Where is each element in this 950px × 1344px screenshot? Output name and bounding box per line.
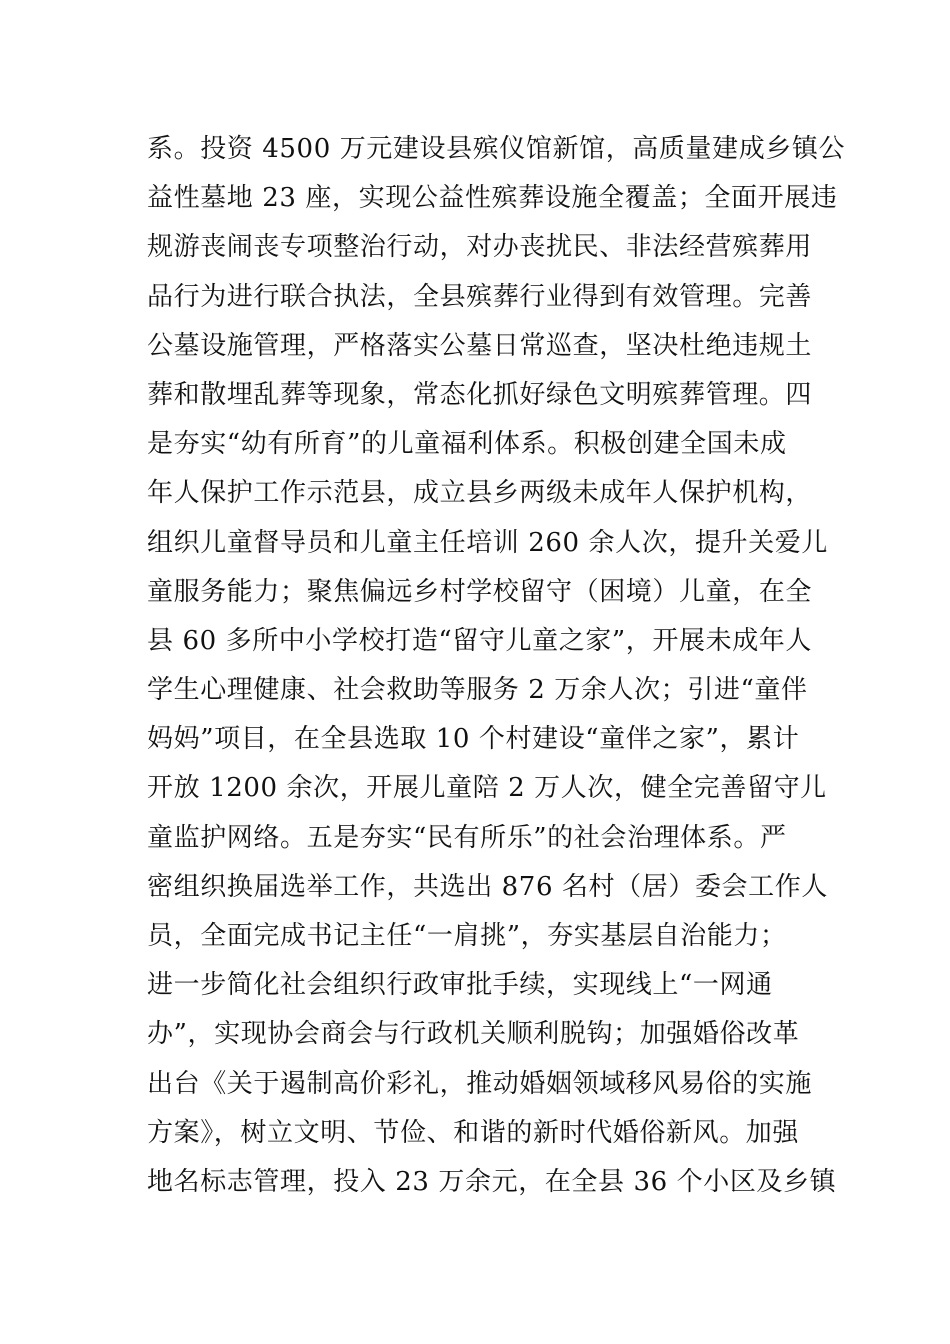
text-line: 开放 1200 余次，开展儿童陪 2 万人次，健全完善留守儿 bbox=[147, 773, 827, 804]
text-line: 县 60 多所中小学校打造“留守儿童之家”，开展未成年人 bbox=[147, 625, 812, 656]
text-line: 密组织换届选举工作，共选出 876 名村（居）委会工作人 bbox=[147, 871, 828, 902]
text-line: 组织儿童督导员和儿童主任培训 260 余人次，提升关爱儿 bbox=[147, 527, 828, 558]
text-line: 益性墓地 23 座，实现公益性殡葬设施全覆盖；全面开展违 bbox=[147, 183, 838, 214]
text-line: 规游丧闹丧专项整治行动，对办丧扰民、非法经营殡葬用 bbox=[147, 232, 813, 263]
text-line: 童监护网络。五是夯实“民有所乐”的社会治理体系。严 bbox=[147, 822, 787, 853]
text-line: 员，全面完成书记主任“一肩挑”，夯实基层自治能力； bbox=[147, 921, 787, 951]
text-line: 进一步简化社会组织行政审批手续，实现线上“一网通 bbox=[147, 970, 773, 1001]
text-line: 妈妈”项目，在全县选取 10 个村建设“童伴之家”，累计 bbox=[147, 724, 800, 755]
text-line: 办”，实现协会商会与行政机关顺利脱钩；加强婚俗改革 bbox=[147, 1019, 800, 1050]
text-line: 系。投资 4500 万元建设县殡仪馆新馆，高质量建成乡镇公 bbox=[147, 134, 846, 164]
text-line: 品行为进行联合执法，全县殡葬行业得到有效管理。完善 bbox=[147, 281, 813, 312]
text-line: 葬和散埋乱葬等现象，常态化抓好绿色文明殡葬管理。四 bbox=[147, 379, 813, 410]
text-line: 童服务能力；聚焦偏远乡村学校留守（困境）儿童，在全 bbox=[147, 576, 813, 607]
text-line: 出台《关于遏制高价彩礼，推动婚姻领域移风易俗的实施 bbox=[147, 1068, 813, 1099]
text-line: 年人保护工作示范县，成立县乡两级未成年人保护机构， bbox=[147, 478, 813, 509]
body-paragraph bbox=[147, 125, 846, 1207]
text-line: 学生心理健康、社会救助等服务 2 万余人次；引进“童伴 bbox=[147, 675, 808, 706]
text-line: 方案》，树立文明、节俭、和谐的新时代婚俗新风。加强 bbox=[147, 1117, 800, 1148]
text-line: 公墓设施管理，严格落实公墓日常巡查，坚决杜绝违规土 bbox=[147, 330, 813, 361]
text-line: 地名标志管理，投入 23 万余元，在全县 36 个小区及乡镇 bbox=[147, 1166, 837, 1197]
text-line: 是夯实“幼有所育”的儿童福利体系。积极创建全国未成 bbox=[147, 429, 787, 460]
